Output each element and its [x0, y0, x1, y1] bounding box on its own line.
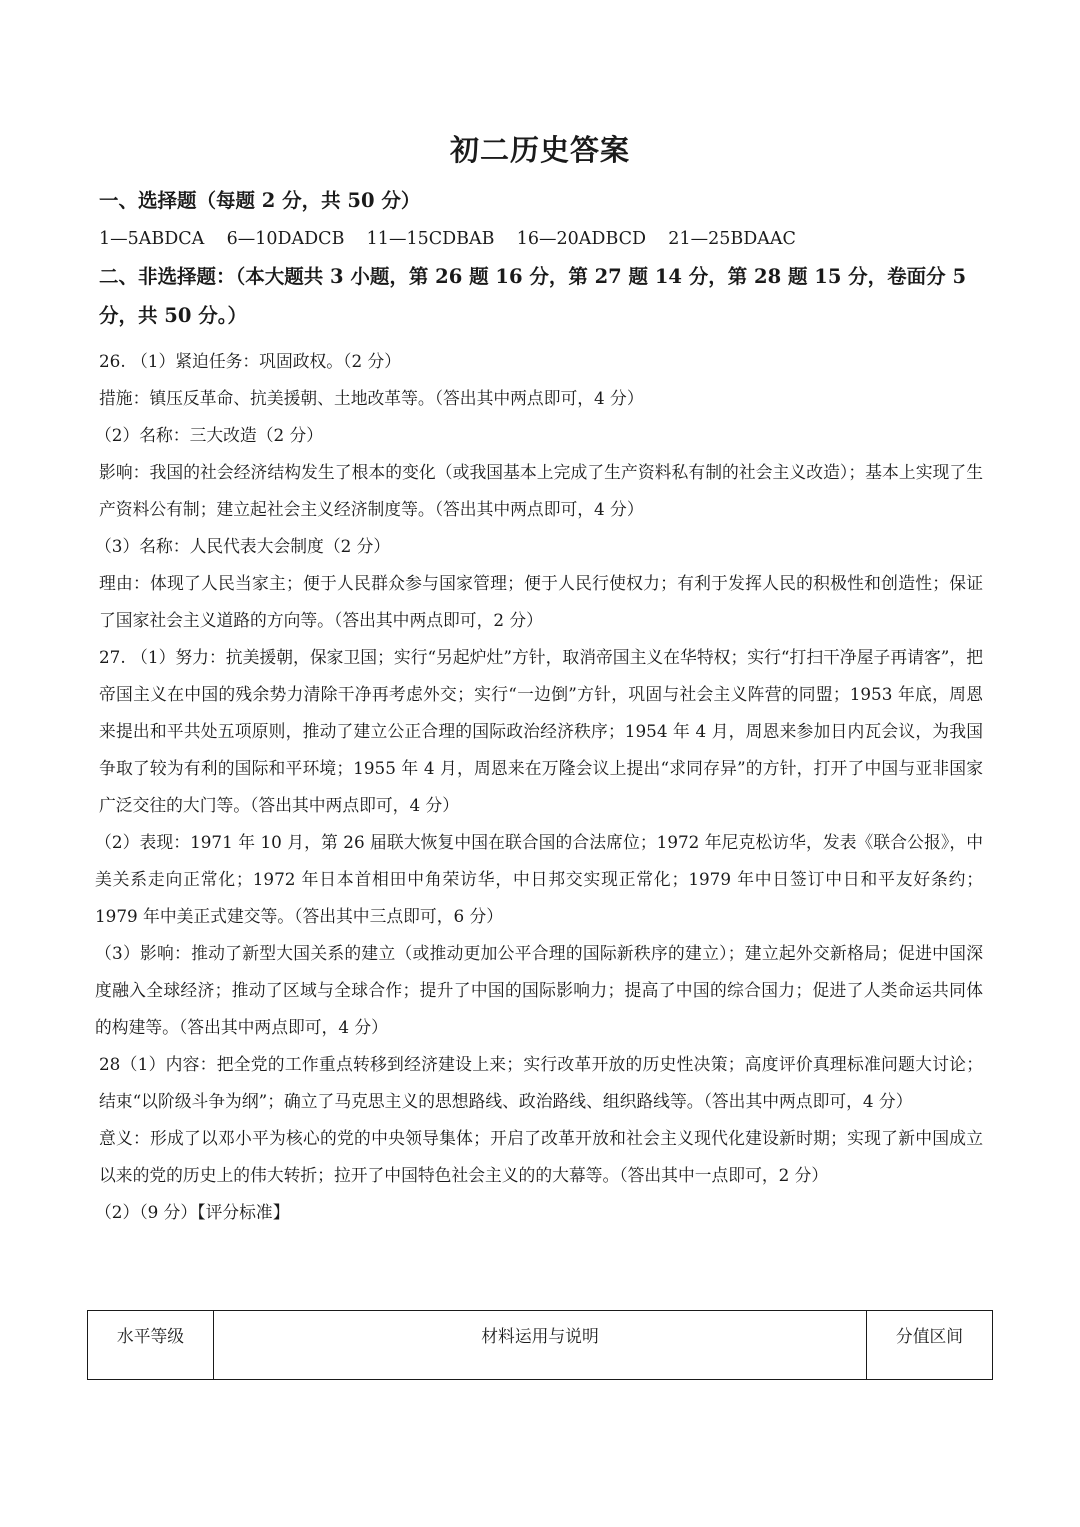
q26-impact: 影响：我国的社会经济结构发生了根本的变化（或我国基本上完成了生产资料私有制的社会主义改造）；基本上实现了生产资料公有制；建立起社会主义经济制度等。（答出其中两点即可，4 分）	[99, 462, 983, 519]
q26-part2: （2）名称：三大改造（2 分）	[95, 425, 324, 445]
q27-part3: （3）影响：推动了新型大国关系的建立（或推动更加公平合理的国际新秩序的建立）；建立起外交新格局；促进中国深度融入全球经济；推动了区域与全球合作；提升了中国的国际影响力；提高了中国的综合国力；促进了人类命运共同体的构建等。（答出其中两点即可，4 分）	[95, 943, 983, 1037]
answers-body	[95, 343, 983, 1231]
q27-part1: 27. （1）努力：抗美援朝，保家卫国；实行“另起炉灶”方针，取消帝国主义在华特权；实行“打扫干净屋子再请客”，把帝国主义在中国的残余势力清除干净再考虑外交；实行“一边倒”方针，巩固与社会主义阵营的同盟；1953 年底，周恩来提出和平共处五项原则，推动了建立公正合理的国际政治经济秩序；1954 年 4 月，周恩来参加日内瓦会议，为我国争取了较为有利的国际和平环境；1955 年 4 月，周恩来在万隆会议上提出“求同存异”的方针，打开了中国与亚非国家广泛交往的大门等。（答出其中两点即可，4 分）	[99, 647, 983, 815]
section2-heading: 二、非选择题：（本大题共 3 小题，第 26 题 16 分，第 27 题 14 分，第 28 题 15 分，卷面分 5 分，共 50 分。）	[99, 265, 967, 327]
section1-heading: 一、选择题（每题 2 分，共 50 分）	[99, 189, 421, 212]
q26-part1: 26. （1）紧迫任务：巩固政权。（2 分）	[99, 351, 402, 371]
q26-measures: 措施：镇压反革命、抗美援朝、土地改革等。（答出其中两点即可，4 分）	[99, 388, 644, 408]
col-level: 水平等级	[88, 1311, 214, 1380]
q28-part1: 28（1）内容：把全党的工作重点转移到经济建设上来；实行改革开放的历史性决策；高度评价真理标准问题大讨论；结束“以阶级斗争为纲”；确立了马克思主义的思想路线、政治路线、组织路线等。（答出其中两点即可，4 分）	[99, 1054, 983, 1111]
col-material: 材料运用与说明	[214, 1311, 867, 1380]
col-score-range: 分值区间	[867, 1311, 993, 1380]
q27-part2: （2）表现：1971 年 10 月，第 26 届联大恢复中国在联合国的合法席位；1972 年尼克松访华，发表《联合公报》，中美关系走向正常化；1972 年日本首相田中角荣访华，中日邦交实现正常化；1979 年中日签订中日和平友好条约；1979 年中美正式建交等。（答出其中三点即可，6 分）	[95, 832, 983, 926]
q28-significance: 意义：形成了以邓小平为核心的党的中央领导集体；开启了改革开放和社会主义现代化建设新时期；实现了新中国成立以来的党的历史上的伟大转折；拉开了中国特色社会主义的的大幕等。（答出其中一点即可，2 分）	[99, 1128, 983, 1185]
table-header-row	[88, 1311, 993, 1380]
q26-reason: 理由：体现了人民当家主；便于人民群众参与国家管理；便于人民行使权力；有利于发挥人民的积极性和创造性；保证了国家社会主义道路的方向等。（答出其中两点即可，2 分）	[99, 573, 983, 630]
q26-part3: （3）名称：人民代表大会制度（2 分）	[95, 536, 391, 556]
q28-part2-heading: （2）（9 分）【评分标准】	[95, 1202, 290, 1222]
page-title: 初二历史答案	[449, 133, 630, 167]
scoring-rubric-table	[87, 1310, 993, 1380]
multiple-choice-answer-key: 1—5ABDCA 6—10DADCB 11—15CDBAB 16—20ADBCD 21—25BDAAC	[99, 229, 796, 249]
